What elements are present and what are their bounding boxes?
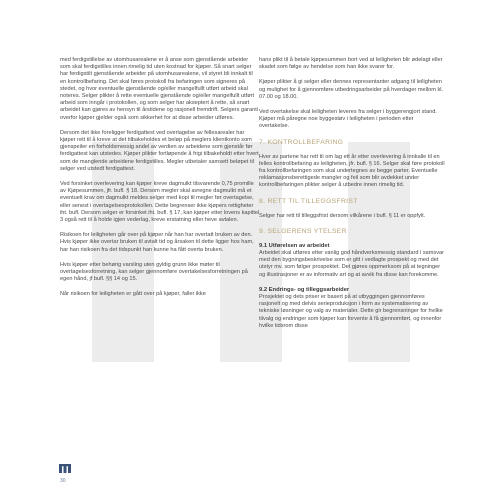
paragraph: Prosjektet og dets priser er basert på at utbyggingen gjennomføres rasjonelt og med delvis serieproduksjon i form av systematisering av tekniske løsninger og valg av materialer. Dette gir begrensninger for hvilke tilvalg og endringer som kjøper kan forvente å få gjennomført, og innenfor hvilke tidsrom disse — [259, 294, 443, 329]
paragraph: Selger har rett til tilleggsfrist dersom vilkårene i bufl. § 11 er oppfylt. — [259, 212, 426, 219]
m-logo-icon — [59, 463, 71, 475]
page-number: 30 — [60, 478, 66, 484]
paragraph: Risikoen for leiligheten går over på kjøper når han har overtatt bruken av den. Hvis kjøper ikke overtar bruken til avtalt tid og årsaken til dette ligger hos ham, har han risikoen fra det tidspunkt han kunne ha fått overta bruken. — [60, 232, 254, 253]
paragraph: Dersom det ikke foreligger ferdigattest ved overlagelse av fellesarealer har kjøper rett til å kreve at det tilbakeholdes et beløp på meglers klientkonto som gjenspeiler en forholdsmessig andel av verdien av arbeidene som gjenstår før ferdigattest kan utstedes. Kjøper plikter fortløpende å frigi tilbakeholdt etter hvert som de manglende arbeidene ferdigstilles. Megler utbetaler samsett beløpet til selger ved utstedt ferdigattest. — [60, 129, 259, 172]
section-heading: 7. KONTROLLBEFARING — [259, 138, 344, 146]
paragraph: Når risikoen for leiligheten er gått over på kjøper, faller ikke — [60, 291, 206, 298]
paragraph: Arbeidet skal utføres etter vanlig god håndverksmessig standard i samsvar med den bygningsbeskrivelse som er gitt i vedlagte prospekt og med det utstyr mv. som følger prospektet. Det gjøres oppmerksom på at tegninger og illustrasjoner er av informativ art og at avvik fra disse kan forekomme. — [259, 250, 444, 278]
right-column — [259, 57, 445, 338]
paragraph: Hvis kjøper etter behørig varsling uten gyldig grunn ikke møter til overtagelsesforretning, kan selger gjennomføre overtakelsesforretningen på egen hånd, jf bufl. §§ 14 og 15. — [60, 261, 248, 283]
left-column — [60, 57, 260, 307]
paragraph: Ved forsinket overlevering kan kjøper kreve dagmulkt tilsvarende 0,75 promille av Kjøpesummen, jfr. bufl. § 18. Dersom megler skal avregne dagmulkt må et eventuelt krav om dagmulkt meldes selger med kopi til megler før overtagelse, eller senest i overtagelsesprotokollen. Dette begrenser ikke kjøpers rettigheter iht. bufl. Dersom selger er forsinket iht. bufl. § 17, kan kjøper etter lovens kapittel 3 også rett til å holde igjen vederlag, kreve erstatning eller heve avtalen. — [60, 181, 260, 224]
paragraph: Hver av partene har rett til om lag ett år etter overlevering å innkalle til en felles kontrollbefaring av leiligheten, jfr. bufl. § 16. Selger skal føre protokoll fra kontrollbefaringen som skal undertegnes av begge parter. Eventuelle reklamasjonsberettigede mangler og feil som blir avdekket under kontrollbefaringen plikter selger å utbedre innen rimelig tid. — [259, 153, 445, 189]
paragraph: Kjøper plikter å gi selger eller dennes representanter adgang til leiligheten og mulighet for å gjennomføre utbedringsarbeider på hverdager mellom kl. 07.00 og 18.00. — [259, 79, 444, 100]
subsection-title: 9.1 Utførelsen av arbeidet — [259, 242, 330, 249]
section-heading: 9. SELGERENS YTELSER — [259, 227, 347, 235]
paragraph: Ved overtakelse skal leiligheten leveres fra selger i byggerengjort stand. Kjøper må påregne noe byggestøv i leiligheten i perioden etter overtakelse. — [259, 109, 437, 130]
subsection-title: 9.2 Endrings- og tilleggsarbeider — [259, 286, 350, 293]
paragraph: hans plikt til å betale kjøpesummen bort ved at leiligheten blir ødelagt eller skadet som følge av hendelse som han ikke svarer for. — [259, 57, 443, 71]
paragraph: med ferdigstillelse av utomhusarealene er å anse som gjenstående arbeider som skal ferdigstilles innen rimelig tid uten kostnad for kjøper. Så snart selger har ferdigstilt gjenstående arbeider på utomhusarealene, vil styret bli innkalt til en kontrollbefaring. Det skal føres protokoll fra befaringen som signeres på stedet, og hvor eventuelle gjenstående og/eller mangelfullt utført arbeid skal noteres. Selger plikter å rette eventuelle gjenstående og/eller mangelfullt utført arbeid som inngår i protokollen, og som selger har akseptert å rette, så snart arbeidet kan gjøres av hensyn til årstidene og rasjonell fremdrift. Selgers garanti overfor kjøper gjelder også som sikkerhet for at disse arbeider utføres. — [60, 57, 259, 121]
section-heading: 8. RETT TIL TILLEGGSFRIST — [259, 197, 358, 205]
